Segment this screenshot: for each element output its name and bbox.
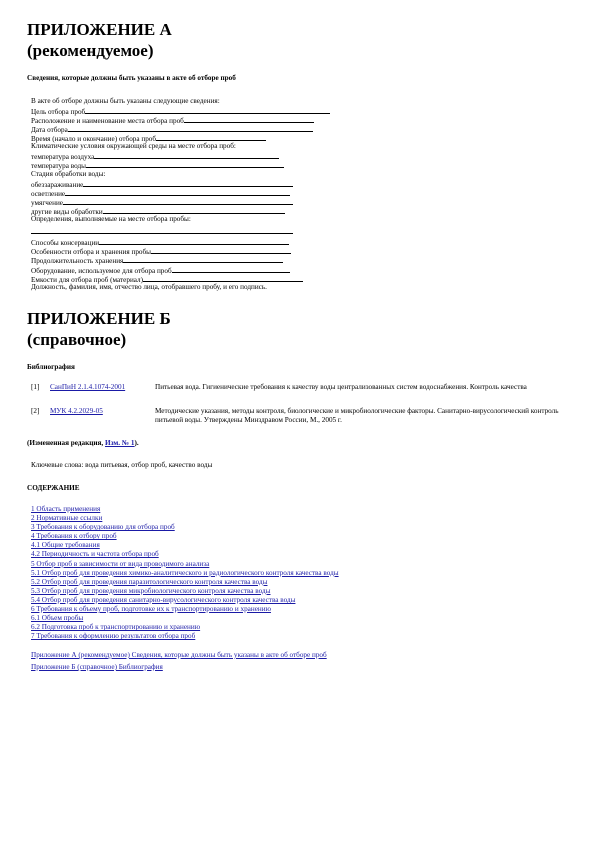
toc-link[interactable]: 1 Область применения (31, 505, 101, 513)
toc-link[interactable]: 7 Требования к оформлению результатов отбора проб (31, 632, 196, 641)
toc-appendix-a-link[interactable]: Приложение А (рекомендуемое) Сведения, которые должны быть указаны в акте об отборе проб (31, 651, 327, 659)
blank-line (85, 106, 330, 114)
toc-appendix-b-link[interactable]: Приложение Б (справочное) Библиография (31, 663, 163, 671)
field-equipment: Оборудование, используемое для отбора проб (31, 265, 290, 274)
field-preservation: Способы консервации (31, 237, 289, 246)
contents-list (31, 505, 339, 641)
blank-line (68, 124, 313, 132)
field-climate: Климатические условия окружающей среды на месте отбора проб: (31, 142, 236, 150)
toc-link[interactable]: 5.1 Отбор проб для проведения химико-аналитического и радиологического контроля качества воды (31, 568, 339, 577)
bib-ref-link[interactable]: МУК 4.2.2029-05 (50, 407, 103, 415)
field-onsite-measurements: Определения, выполняемые на месте отбора пробы: (31, 215, 191, 223)
appendix-a-subtitle: (рекомендуемое) (27, 41, 154, 60)
bib-description: Питьевая вода. Гигиенические требования к качеству воды централизованных систем водоснабжения. Контроль качества (155, 383, 527, 391)
field-time: Время (начало и окончание) отбора проб (31, 133, 266, 142)
toc-link[interactable]: 4 Требования к отбору проб (31, 532, 117, 541)
form-intro: В акте об отборе должны быть указаны следующие сведения: (31, 97, 220, 105)
blank-line (143, 274, 303, 282)
amendment-note: (Измененная редакция, Изм. № 1). (27, 439, 139, 447)
toc-link[interactable]: 2 Нормативные ссылки (31, 514, 103, 523)
bibliography-caption: Библиография (27, 363, 75, 371)
appendix-b-subtitle: (справочное) (27, 330, 127, 349)
blank-line (151, 246, 291, 254)
field-blank-row (31, 226, 293, 235)
toc-link[interactable]: 5 Отбор проб в зависимости от вида проводимого анализа (31, 559, 210, 568)
blank-line (99, 237, 289, 245)
field-containers: Емкости для отбора проб (материал) (31, 274, 303, 283)
appendix-links (31, 651, 327, 672)
field-other-treatment: другие виды обработки (31, 206, 285, 215)
field-clarification: осветление (31, 188, 290, 197)
toc-link[interactable]: 6.2 Подготовка проб к транспортированию и хранению (31, 623, 201, 632)
blank-line (65, 188, 290, 196)
blank-line (172, 265, 290, 273)
bib-ref-link[interactable]: СанПиН 2.1.4.1074-2001 (50, 383, 126, 391)
amendment-link[interactable]: Изм. № 1 (104, 439, 135, 447)
bibliography-entry (0, 383, 595, 403)
appendix-b-title: ПРИЛОЖЕНИЕ Б (27, 309, 171, 328)
bib-number: [1] (31, 383, 40, 391)
blank-line (63, 197, 293, 205)
field-signature: Должность, фамилия, имя, отчество лица, отобравшего пробу, и его подпись. (31, 283, 267, 291)
toc-link[interactable]: 5.2 Отбор проб для проведения паразитологического контроля качества воды (31, 577, 268, 586)
field-treatment-stage: Стадия обработки воды: (31, 170, 106, 178)
toc-link[interactable]: 5.4 Отбор проб для проведения санитарно-вирусологического контроля качества воды (31, 595, 296, 604)
toc-link[interactable]: 3 Требования к оборудованию для отбора проб (31, 523, 175, 532)
field-water-temp: температура воды (31, 160, 284, 169)
blank-line (103, 206, 285, 214)
toc-link[interactable]: 4.1 Общие требования (31, 541, 100, 550)
field-softening: умягчение (31, 197, 293, 206)
toc-link[interactable]: 4.2 Периодичность и частота отбора проб (31, 550, 159, 559)
field-disinfection: обеззараживание (31, 179, 293, 188)
blank-line (86, 160, 284, 168)
field-air-temp: температура воздуха (31, 151, 279, 160)
blank-line (31, 226, 293, 234)
bib-description: Методические указания, методы контроля, биологические и микробиологические факторы. Санитарно-вирусологический контроль питьевой воды. Утверждены Минздравом России, М., 2005 г. (155, 407, 559, 424)
contents-title: СОДЕРЖАНИЕ (27, 484, 80, 492)
blank-line (184, 115, 314, 123)
field-purpose: Цель отбора проб (31, 106, 330, 115)
blank-line (156, 133, 266, 141)
field-storage-duration: Продолжительность хранения (31, 255, 283, 264)
bibliography-entry (0, 407, 595, 427)
field-storage-features: Особенности отбора и хранения пробы (31, 246, 291, 255)
blank-line (94, 151, 279, 159)
appendix-a-title: ПРИЛОЖЕНИЕ А (27, 20, 172, 39)
toc-link[interactable]: 6.1 Объем пробы (31, 614, 84, 623)
toc-link[interactable]: 5.3 Отбор проб для проведения микробиологического контроля качества воды (31, 586, 271, 595)
appendix-a-caption: Сведения, которые должны быть указаны в акте об отборе проб (27, 74, 236, 82)
keywords: Ключевые слова: вода питьевая, отбор проб, качество воды (31, 461, 213, 469)
blank-line (123, 255, 283, 263)
toc-link[interactable]: 6 Требования к объему проб, подготовке их к транспортированию и хранению (31, 605, 271, 614)
field-location: Расположение и наименование места отбора проб (31, 115, 314, 124)
field-date: Дата отбора (31, 124, 313, 133)
blank-line (83, 179, 293, 187)
bib-number: [2] (31, 407, 40, 415)
